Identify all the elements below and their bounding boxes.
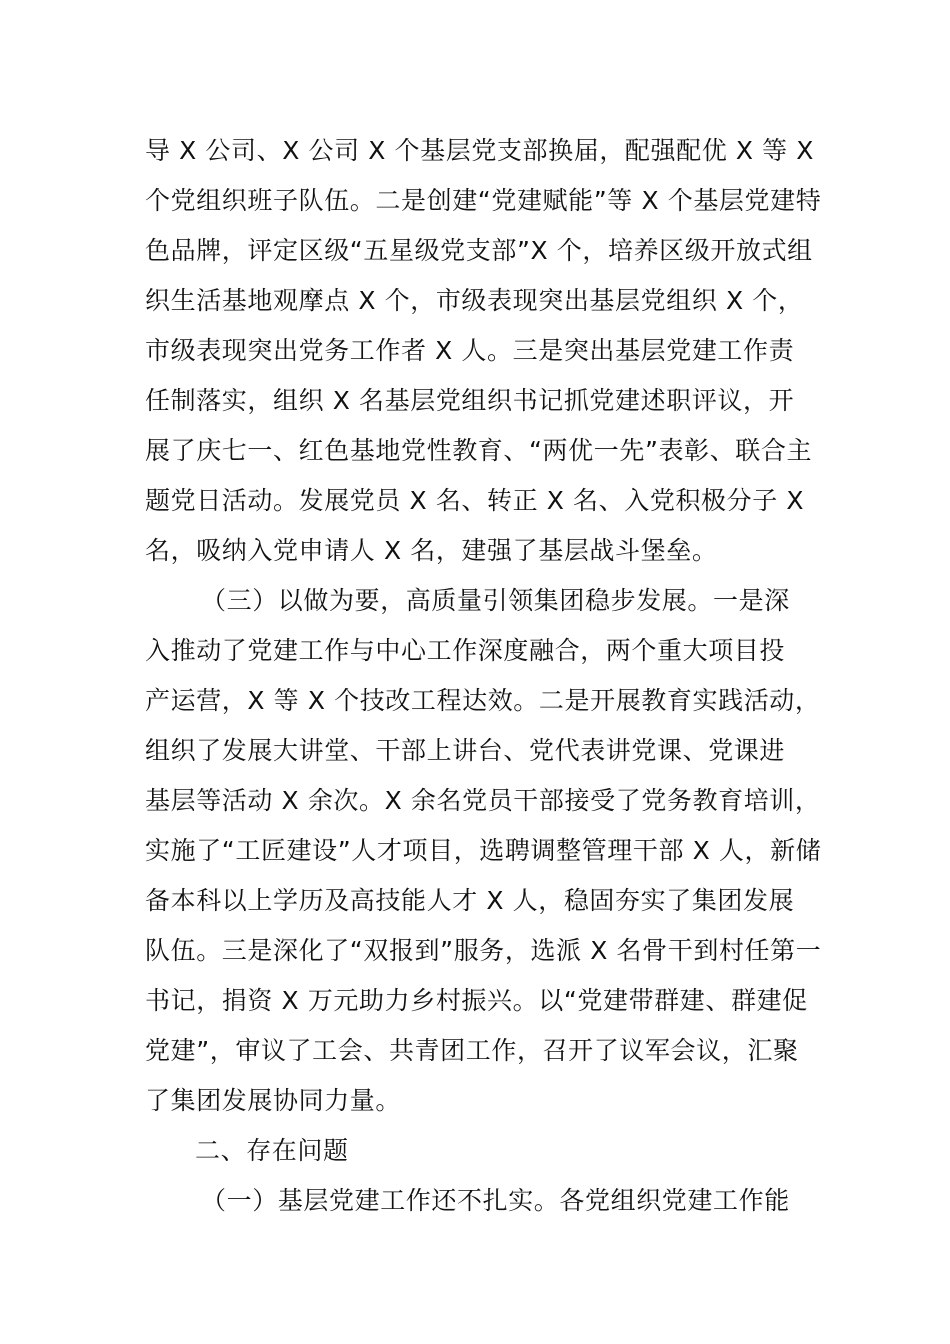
body-line: 导 X 公司、X 公司 X 个基层党支部换届，配强配优 X 等 X <box>145 136 815 165</box>
document-body <box>145 126 835 1226</box>
body-line: 组织了发展大讲堂、干部上讲台、党代表讲党课、党课进 <box>145 736 786 765</box>
body-line: 色品牌，评定区级“五星级党支部”X 个，培养区级开放式组 <box>145 236 813 265</box>
body-line: 备本科以上学历及高技能人才 X 人，稳固夯实了集团发展 <box>145 886 795 915</box>
body-line: （三）以做为要，高质量引领集团稳步发展。一是深 <box>201 586 790 615</box>
body-line: 入推动了党建工作与中心工作深度融合，两个重大项目投 <box>145 636 786 665</box>
body-line: 党建”，审议了工会、共青团工作，召开了议军会议，汇聚 <box>145 1036 799 1065</box>
body-line: 题党日活动。发展党员 X 名、转正 X 名、入党积极分子 X <box>145 486 805 515</box>
body-line: 基层等活动 X 余次。X 余名党员干部接受了党务教育培训， <box>145 786 821 815</box>
section-heading: 二、存在问题 <box>195 1136 349 1165</box>
body-line: 织生活基地观摩点 X 个，市级表现突出基层党组织 X 个， <box>145 286 804 315</box>
body-line: 市级表现突出党务工作者 X 人。三是突出基层党建工作责 <box>145 336 795 365</box>
body-line: 队伍。三是深化了“双报到”服务，选派 X 名骨干到村任第一 <box>145 936 822 965</box>
body-line: 实施了“工匠建设”人才项目，选聘调整管理干部 X 人，新储 <box>145 836 822 865</box>
body-line: 个党组织班子队伍。二是创建“党建赋能”等 X 个基层党建特 <box>145 186 822 215</box>
body-line: 名，吸纳入党申请人 X 名，建强了基层战斗堡垒。 <box>145 536 718 565</box>
body-line: 展了庆七一、红色基地党性教育、“两优一先”表彰、联合主 <box>145 436 813 465</box>
body-line: （一）基层党建工作还不扎实。各党组织党建工作能 <box>201 1186 790 1215</box>
body-line: 书记，捐资 X 万元助力乡村振兴。以“党建带群建、群建促 <box>145 986 808 1015</box>
body-line: 了集团发展协同力量。 <box>145 1086 402 1115</box>
body-line: 产运营，X 等 X 个技改工程达效。二是开展教育实践活动， <box>145 686 821 715</box>
body-line: 任制落实，组织 X 名基层党组织书记抓党建述职评议，开 <box>145 386 795 415</box>
